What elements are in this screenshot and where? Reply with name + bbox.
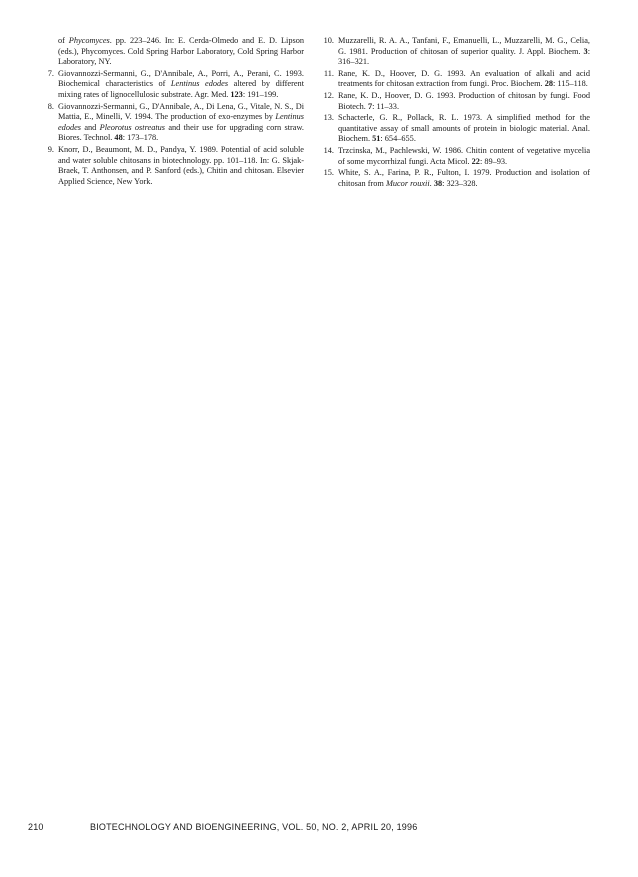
reference-text: : 191–199. bbox=[242, 89, 279, 99]
reference-column-left bbox=[42, 36, 304, 188]
reference-italic-text: Phycomyces bbox=[68, 36, 110, 45]
reference-volume: 3 bbox=[583, 46, 588, 56]
reference-volume: 22 bbox=[471, 156, 480, 166]
reference-text: : 323–328. bbox=[442, 178, 478, 188]
reference-number: 15. bbox=[323, 168, 334, 178]
reference-volume: 7 bbox=[367, 101, 373, 111]
reference-volume: 123 bbox=[230, 89, 243, 99]
reference-entry bbox=[42, 102, 304, 144]
reference-text: Trzcinska, M., Pachlewski, W. 1986. Chitin content of vegetative mycelia of some mycorrhizal fungi. Acta Micol. bbox=[338, 145, 590, 166]
reference-italic-text: Mucor rouxii bbox=[385, 178, 430, 188]
reference-entry bbox=[42, 145, 304, 187]
reference-number: 12. bbox=[323, 90, 334, 100]
reference-entry bbox=[322, 168, 590, 189]
reference-italic-text: Lentinus edodes bbox=[58, 112, 304, 132]
reference-entry bbox=[322, 69, 590, 90]
reference-number: 10. bbox=[323, 36, 334, 45]
reference-entry bbox=[322, 91, 590, 112]
reference-column-right bbox=[322, 36, 590, 190]
reference-text: Giovannozzi-Sermanni, G., D'Annibale, A., Di Lena, G., Vitale, N. S., Di Mattia, E., Minelli, V. 1994. The production of exo-enzymes by bbox=[58, 101, 304, 122]
reference-italic-text: Lentinus edodes bbox=[170, 79, 229, 89]
reference-number: 13. bbox=[323, 113, 334, 123]
reference-italic-text: Pleorotus ostreatus bbox=[99, 122, 166, 132]
reference-entry bbox=[42, 69, 304, 101]
reference-text: : 654–655. bbox=[380, 134, 416, 144]
reference-text: : 89–93. bbox=[479, 156, 508, 166]
reference-text: and their use for upgrading corn straw. Biores. Technol. bbox=[58, 122, 304, 143]
reference-text: Knorr, D., Beaumont, M. D., Pandya, Y. 1989. Potential of acid soluble and water soluble chitosans in biotechnology. pp. 101–118. In: G. Skjak-Braek, T. Anthonsen, and P. Sanford (eds.), Chitin and chitosan. Elsevier Applied Science, New York. bbox=[58, 144, 304, 186]
reference-text: altered by different mixing rates of lignocellulosic substrate. Agr. Med. bbox=[58, 79, 304, 99]
reference-text: Muzzarelli, R. A. A., Tanfani, F., Emanuelli, L., Muzzarelli, M. G., Celia, G. 1981. Production of chitosan of superior quality. J. Appl. Biochem. bbox=[338, 36, 590, 56]
reference-text: White, S. A., Farina, P. R., Fulton, I. 1979. Production and isolation of chitosan from bbox=[338, 168, 590, 188]
reference-entry bbox=[322, 113, 590, 145]
page-number: 210 bbox=[28, 822, 44, 832]
reference-text: . pp. 223–246. In: E. Cerda-Olmedo and E. D. Lipson (eds.), Phycomyces. Cold Spring Harbor Laboratory, Cold Spring Harbor Laboratory, NY. bbox=[58, 36, 304, 67]
reference-text: of bbox=[58, 36, 69, 45]
reference-text: Giovannozzi-Sermanni, G., D'Annibale, A., Porri, A., Perani, C. 1993. Biochemical characteristics of bbox=[58, 68, 304, 89]
reference-entry bbox=[322, 146, 590, 167]
reference-text: Schacterle, G. R., Pollack, R. L. 1973. A simplified method for the quantitative assay of small amounts of protein in biologic material. Anal. Biochem. bbox=[338, 113, 590, 144]
reference-number: 9. bbox=[47, 144, 54, 154]
reference-text: . bbox=[429, 178, 434, 188]
reference-volume: 48 bbox=[114, 133, 123, 143]
reference-number: 8. bbox=[47, 101, 54, 111]
reference-text: Rane, K. D., Hoover, D. G. 1993. Production of chitosan by fungi. Food Biotech. bbox=[338, 90, 590, 111]
reference-number: 11. bbox=[323, 68, 334, 78]
reference-volume: 38 bbox=[433, 178, 443, 188]
reference-text: : 115–118. bbox=[552, 79, 588, 89]
reference-text: Rane, K. D., Hoover, D. G. 1993. An evaluation of alkali and acid treatments for chitosan extraction from fungi. Proc. Biochem. bbox=[338, 68, 590, 89]
page-footer bbox=[28, 822, 608, 832]
reference-volume: 28 bbox=[544, 79, 553, 89]
reference-text: : 11–33. bbox=[372, 101, 400, 111]
reference-text: : 173–178. bbox=[122, 133, 159, 143]
reference-text: and bbox=[81, 122, 100, 132]
reference-entry bbox=[322, 36, 590, 68]
reference-number: 7. bbox=[47, 68, 54, 78]
reference-volume: 51 bbox=[372, 134, 381, 144]
reference-entry bbox=[42, 36, 304, 68]
reference-number: 14. bbox=[323, 145, 334, 155]
reference-text: : 316–321. bbox=[338, 46, 590, 67]
journal-citation: BIOTECHNOLOGY AND BIOENGINEERING, VOL. 50, NO. 2, APRIL 20, 1996 bbox=[90, 822, 418, 832]
